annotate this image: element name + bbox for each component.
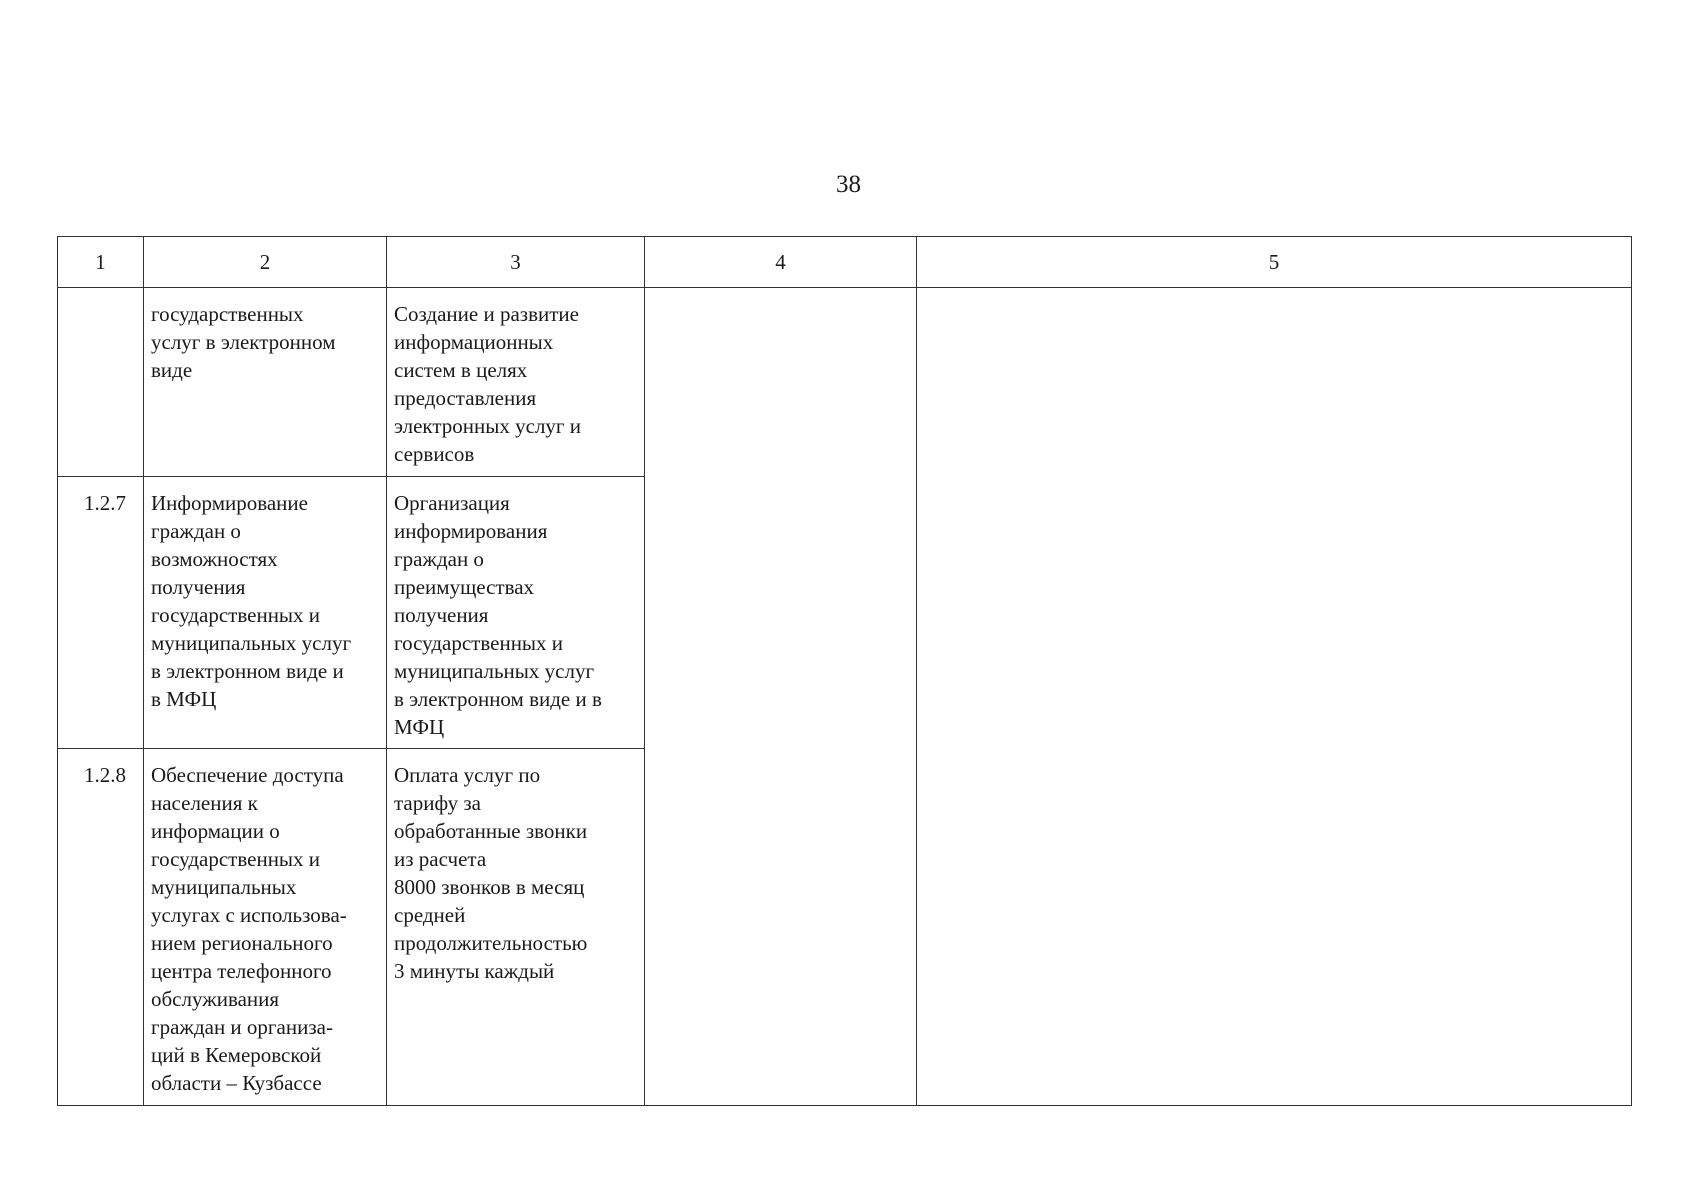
row-number: 1.2.7 — [58, 477, 144, 749]
measure-name-cell: Обеспечение доступа населения к информации о государственных и муниципальных услугах с использова- нием регионального центра телефонного обслуживания граждан и организа- ций в Кемеровской области – Кузбассе — [144, 749, 387, 1106]
column-4-cell — [645, 288, 917, 1106]
measure-content-cell: Создание и развитие информационных систем в целях предоставления электронных услуг и сервисов — [387, 288, 645, 477]
row-number: 1.2.8 — [58, 749, 144, 1106]
header-cell-1: 1 — [58, 237, 144, 288]
header-cell-4: 4 — [645, 237, 917, 288]
row-number — [58, 288, 144, 477]
header-cell-5: 5 — [917, 237, 1632, 288]
header-cell-3: 3 — [387, 237, 645, 288]
measure-content-cell: Организация информирования граждан о преимуществах получения государственных и муниципальных услуг в электронном виде и в МФЦ — [387, 477, 645, 749]
measure-name-cell: Информирование граждан о возможностях получения государственных и муниципальных услуг в электронном виде и в МФЦ — [144, 477, 387, 749]
measure-name-cell: государственных услуг в электронном виде — [144, 288, 387, 477]
header-cell-2: 2 — [144, 237, 387, 288]
measure-content-cell: Оплата услуг по тарифу за обработанные звонки из расчета 8000 звонков в месяц средней продолжительностью 3 минуты каждый — [387, 749, 645, 1106]
page-number: 38 — [836, 171, 861, 198]
measures-table — [57, 236, 1632, 1106]
table-row — [58, 288, 1632, 477]
table-header-row — [58, 237, 1632, 288]
column-5-cell — [917, 288, 1632, 1106]
